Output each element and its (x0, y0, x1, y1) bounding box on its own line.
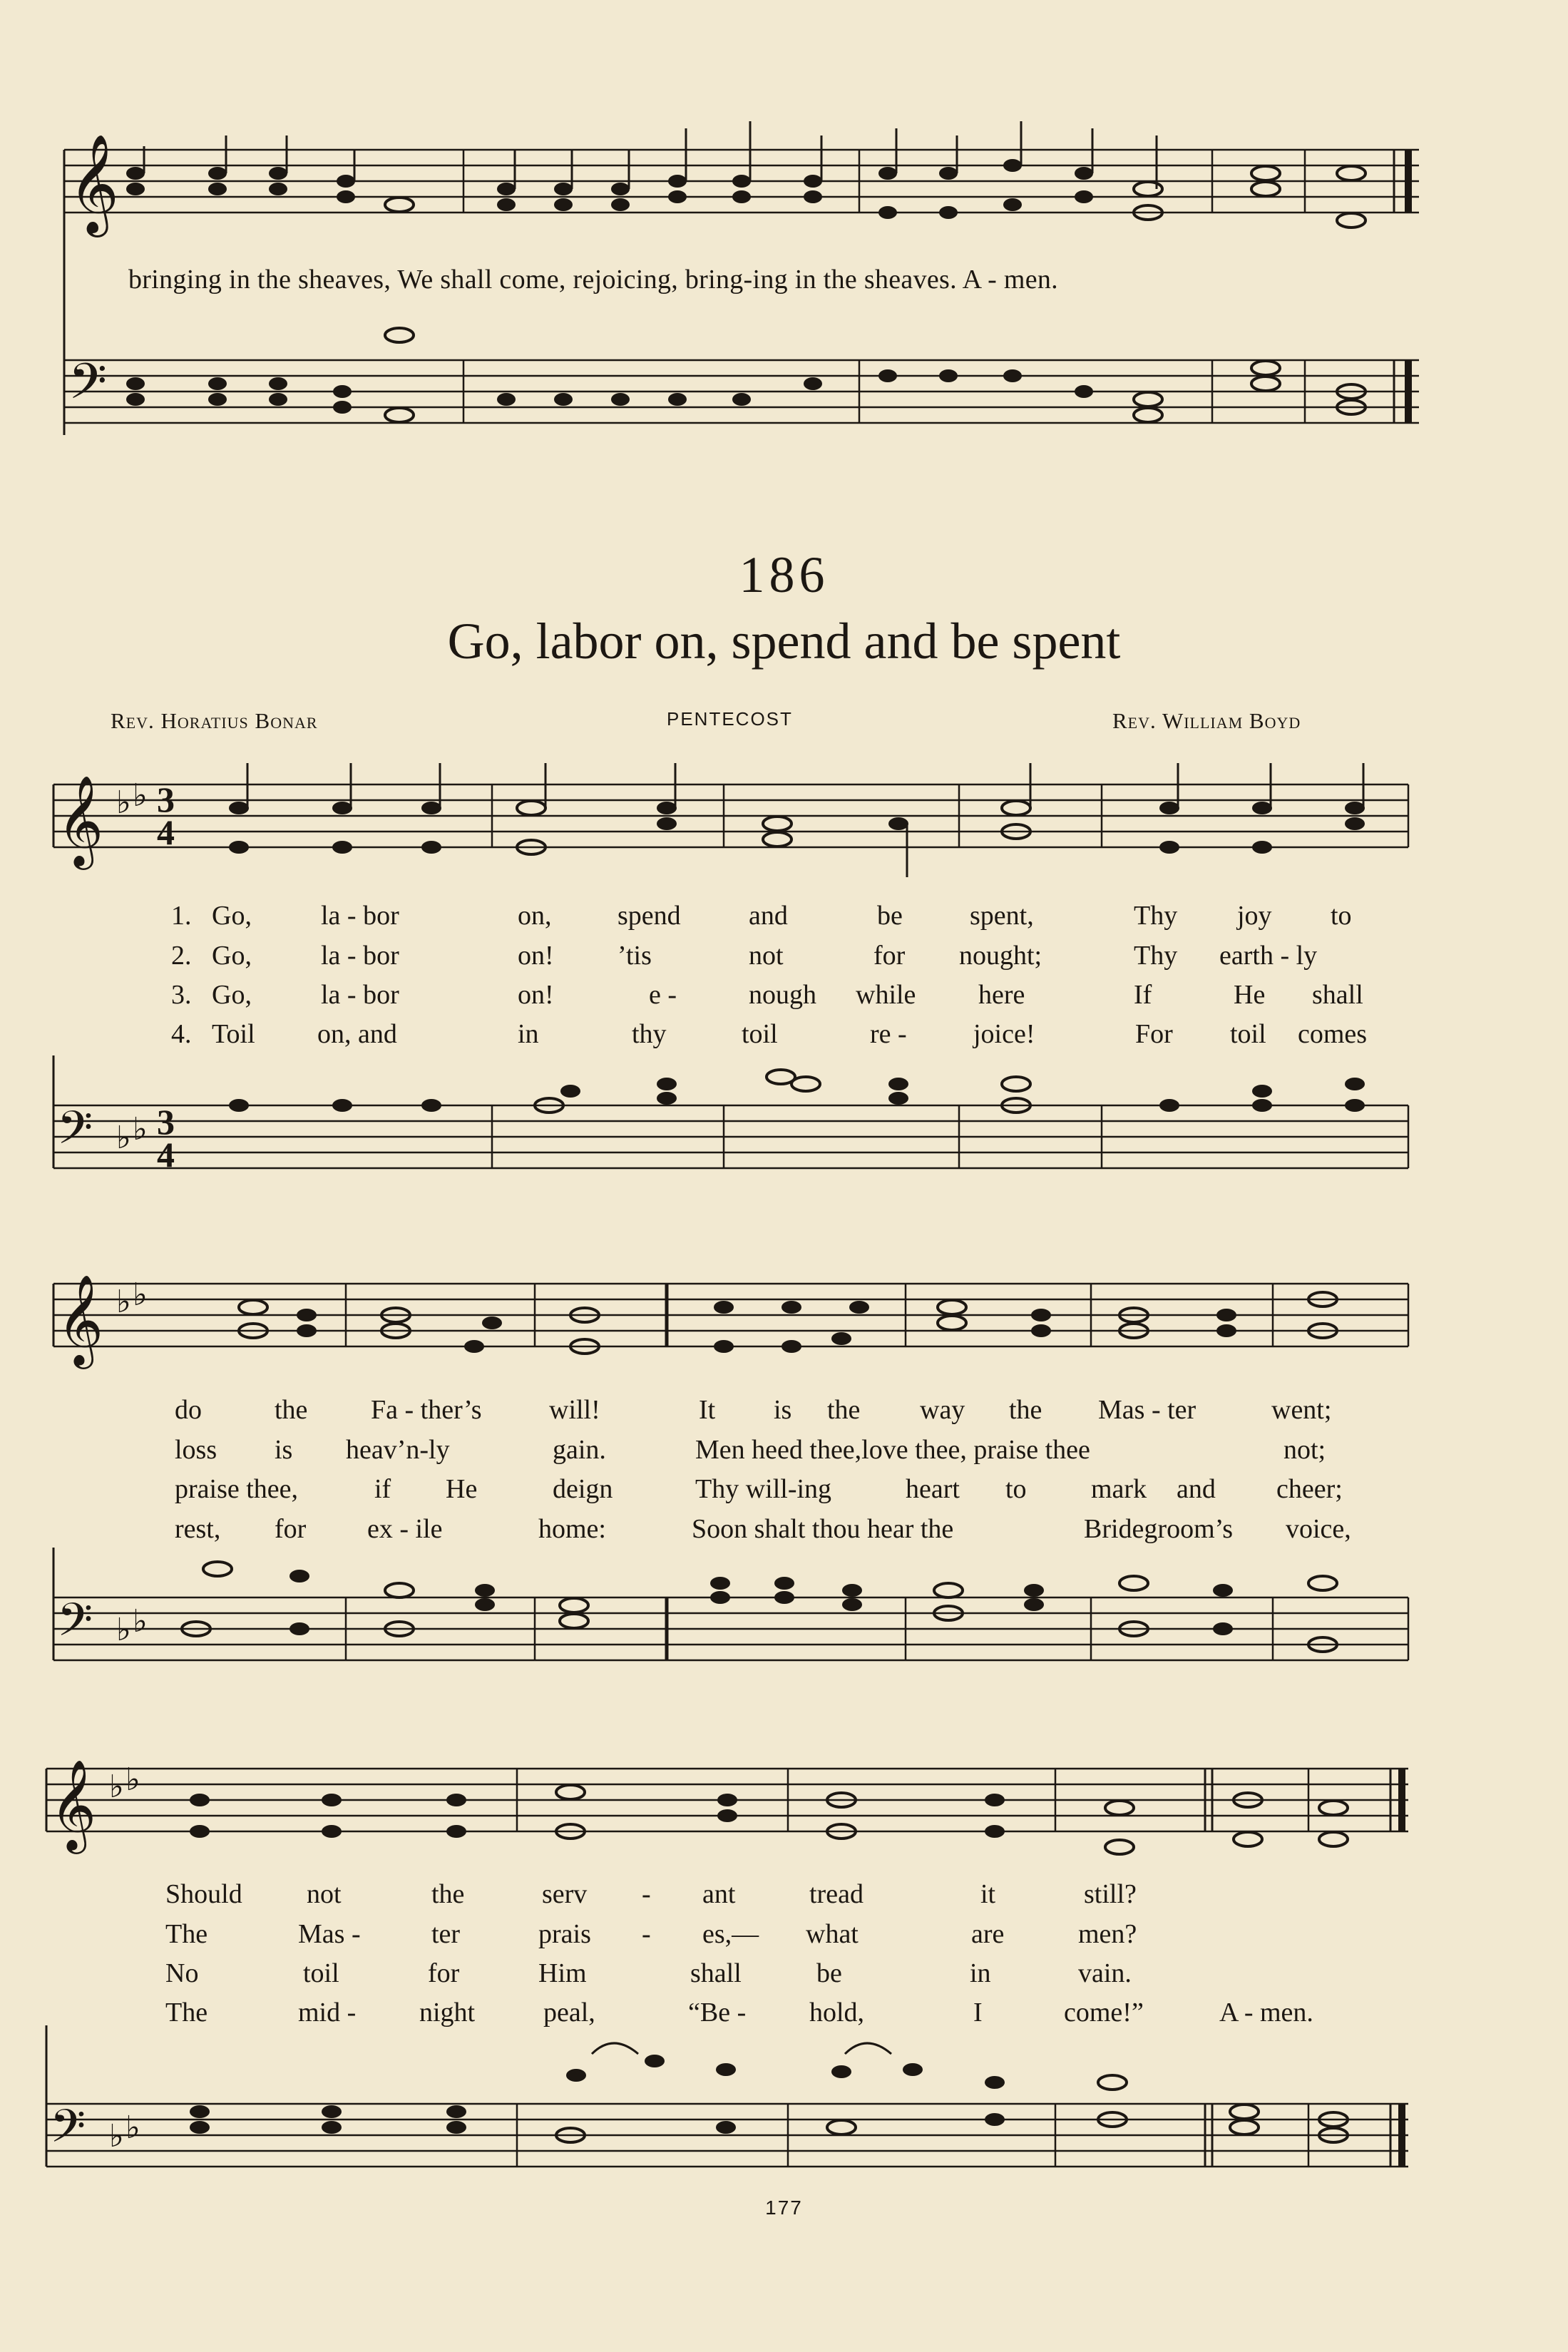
bass-clef-icon: 𝄢 (57, 1102, 93, 1166)
notes-group (126, 159, 1365, 227)
page-number: 177 (765, 2197, 803, 2219)
bass-staff-1 (0, 1055, 1568, 1184)
hymn-title: Go, labor on, spend and be spent (447, 613, 1121, 670)
verse-number: 1. (171, 901, 192, 931)
svg-text:♭: ♭ (125, 1762, 140, 1797)
treble-staff-2 (0, 1241, 1568, 1384)
svg-text:4: 4 (157, 1135, 175, 1175)
treble-clef-icon: 𝄞 (68, 134, 119, 233)
verse-number: 4. (171, 1019, 192, 1049)
treble-clef-icon: 𝄞 (57, 774, 104, 866)
verse-number: 3. (171, 980, 192, 1010)
bass-staff-2 (0, 1548, 1568, 1676)
svg-text:♭: ♭ (109, 2119, 124, 2154)
bass-clef-icon: 𝄢 (50, 2100, 86, 2164)
hymn-number: 186 (739, 546, 829, 603)
svg-text:♭: ♭ (109, 1769, 124, 1804)
treble-clef-icon: 𝄞 (57, 1274, 104, 1365)
svg-text:♭: ♭ (133, 1112, 148, 1147)
svg-text:3: 3 (157, 1102, 175, 1142)
svg-text:♭: ♭ (116, 785, 131, 820)
top-lyric-line: bringing in the sheaves, We shall come, rejoicing, bring-ing in the sheaves. A - men. (128, 265, 1058, 295)
treble-clef-icon: 𝄞 (50, 1759, 97, 1850)
svg-text:♭: ♭ (125, 2110, 140, 2145)
svg-text:♭: ♭ (133, 778, 148, 813)
treble-staff-1 (0, 749, 1568, 891)
time-signature: 3 (157, 779, 175, 819)
composer-credit: Rev. William Boyd (1112, 708, 1301, 733)
verse-number: 2. (171, 941, 192, 971)
svg-text:♭: ♭ (133, 1277, 148, 1312)
svg-text:♭: ♭ (116, 1284, 131, 1319)
svg-text:♭: ♭ (116, 1612, 131, 1647)
bass-clef-icon: 𝄢 (68, 352, 108, 422)
svg-text:4: 4 (157, 812, 175, 852)
svg-text:♭: ♭ (116, 1120, 131, 1155)
svg-text:♭: ♭ (133, 1604, 148, 1639)
treble-staff-3 (0, 1726, 1568, 1868)
bass-clef-icon: 𝄢 (57, 1594, 93, 1658)
bass-staff-3 (0, 2025, 1568, 2189)
bass-staff-top (0, 300, 1568, 485)
tune-name: PENTECOST (667, 708, 793, 730)
author-credit: Rev. Horatius Bonar (111, 708, 318, 733)
